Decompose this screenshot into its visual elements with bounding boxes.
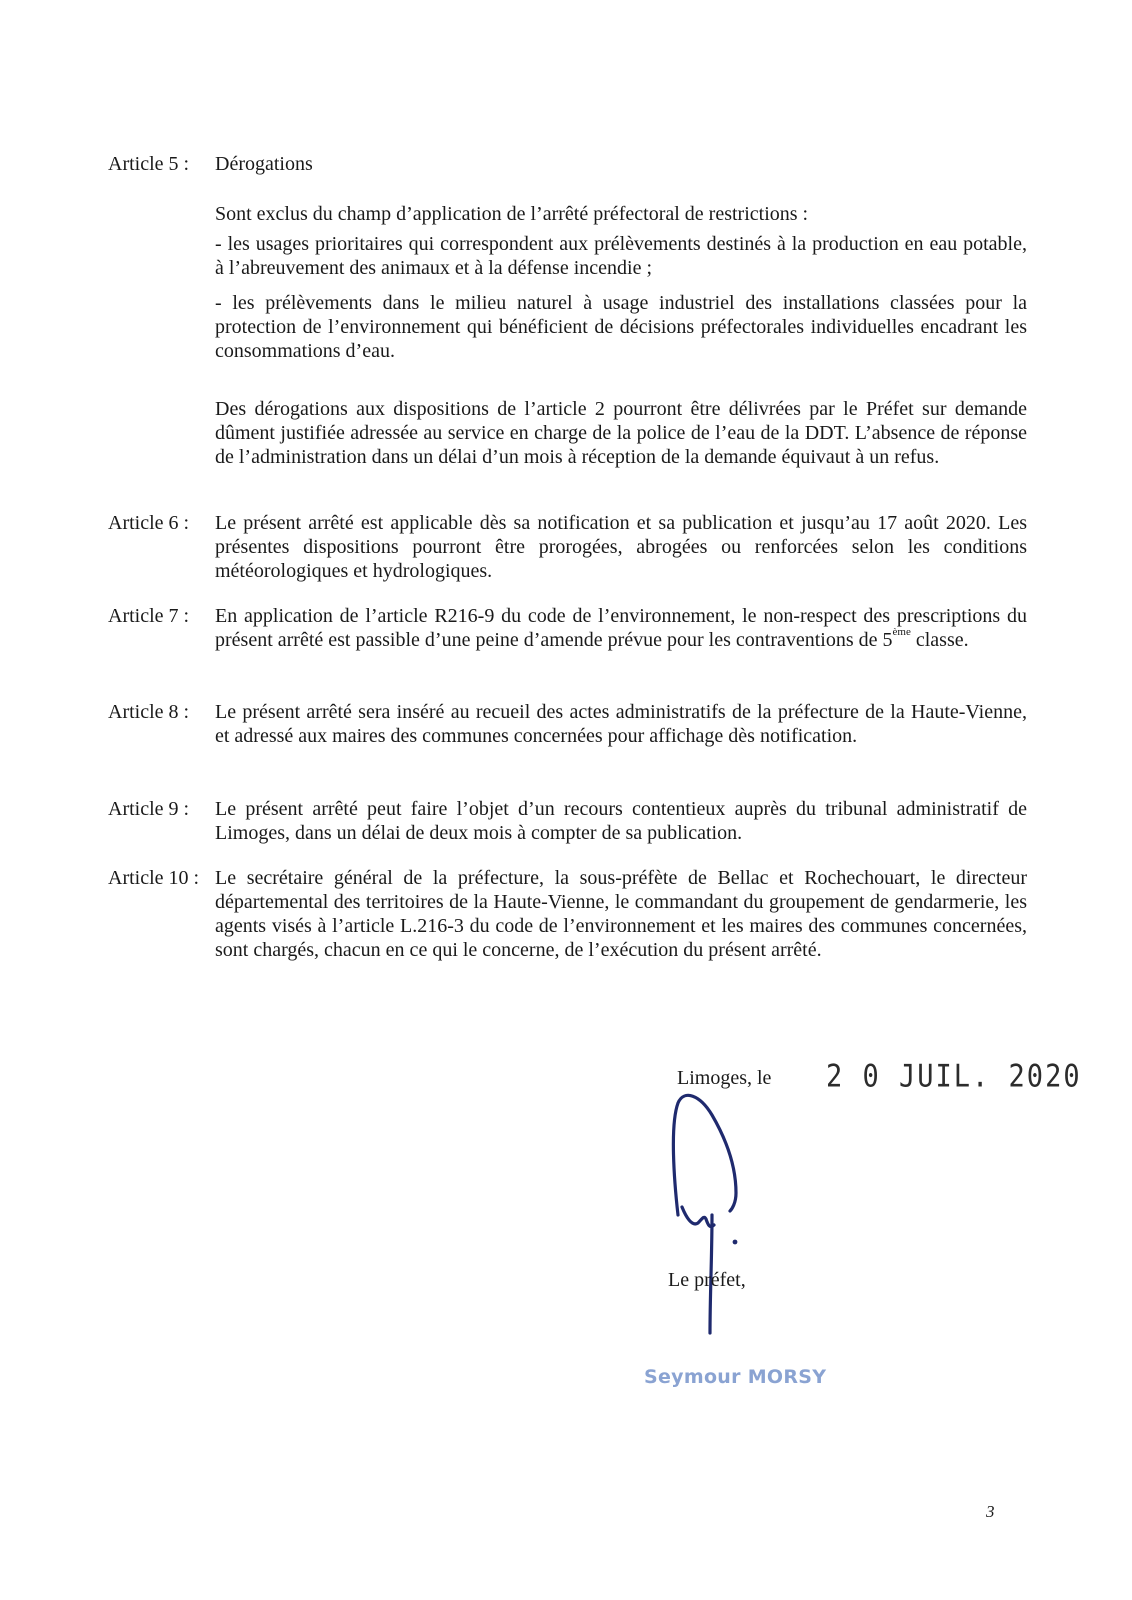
article-8-text: Le présent arrêté sera inséré au recueil des actes administratifs de la préfecture de la Haute-Vienne, et adressé aux maires des communes concernées pour affichage dès notification. bbox=[215, 701, 1027, 747]
article-7-text-end: classe. bbox=[910, 629, 969, 651]
date-stamp: 2 0 JUIL. 2020 bbox=[826, 1059, 1082, 1095]
article-5-label: Article 5 : bbox=[108, 153, 190, 175]
article-10-text: Le secrétaire général de la préfecture, la sous-préfète de Bellac et Rochechouart, le directeur départemental des territoires de la Haute-Vienne, le commandant du groupement de gendarmerie, les agents visés à l’article L.216-3 du code de l’environnement et les maires des communes concernées, sont chargés, chacun en ce qui le concerne, de l’exécution du présent arrêté. bbox=[215, 867, 1027, 961]
article-7-superscript: ème bbox=[892, 626, 911, 639]
article-10-label: Article 10 : bbox=[108, 867, 200, 889]
article-5-item-1: - les usages prioritaires qui correspondent aux prélèvements destinés à la production en eau potable, à l’abreuvement des animaux et à la défense incendie ; bbox=[215, 233, 1027, 279]
article-7-body bbox=[215, 604, 1027, 652]
page-number: 3 bbox=[986, 1502, 995, 1521]
article-5-closing: Des dérogations aux dispositions de l’article 2 pourront être délivrées par le Préfet sur demande dûment justifiée adressée au service en charge de la police de l’eau de la DDT. L’absence de réponse de l’administration dans un délai d’un mois à réception de la demande équivaut à un refus. bbox=[215, 398, 1027, 468]
article-9-label: Article 9 : bbox=[108, 798, 190, 820]
article-6-label: Article 6 : bbox=[108, 512, 190, 534]
article-10-body bbox=[215, 866, 1027, 962]
name-stamp: Seymour MORSY bbox=[644, 1366, 827, 1388]
article-5-body bbox=[215, 152, 1027, 469]
article-7-label: Article 7 : bbox=[108, 605, 190, 627]
article-8-label: Article 8 : bbox=[108, 701, 190, 723]
signature-stroke bbox=[673, 1095, 736, 1333]
handwritten-signature bbox=[660, 1085, 760, 1345]
article-5-title: Dérogations bbox=[215, 153, 313, 175]
article-6-text: Le présent arrêté est applicable dès sa notification et sa publication et jusqu’au 17 août 2020. Les présentes dispositions pourront être prorogées, abrogées ou renforcées selon les conditions météorologiques et hydrologiques. bbox=[215, 512, 1027, 582]
signature-dot bbox=[733, 1240, 738, 1245]
article-9-body bbox=[215, 797, 1027, 845]
signature-place: Limoges, le bbox=[677, 1067, 772, 1089]
prefect-title: Le préfet, bbox=[668, 1269, 746, 1291]
article-9-text: Le présent arrêté peut faire l’objet d’un recours contentieux auprès du tribunal administratif de Limoges, dans un délai de deux mois à compter de sa publication. bbox=[215, 798, 1027, 844]
article-7-text-main: En application de l’article R216-9 du code de l’environnement, le non-respect des prescriptions du présent arrêté est passible d’une peine d’amende prévue pour les contraventions de 5 bbox=[215, 605, 1027, 651]
article-7-text bbox=[215, 604, 1027, 652]
article-5-item-2: - les prélèvements dans le milieu naturel à usage industriel des installations classées pour la protection de l’environnement qui bénéficient de décisions préfectorales individuelles encadrant les consommations d’eau. bbox=[215, 292, 1027, 362]
article-6-body bbox=[215, 511, 1027, 583]
article-5-intro: Sont exclus du champ d’application de l’arrêté préfectoral de restrictions : bbox=[215, 203, 809, 225]
article-8-body bbox=[215, 700, 1027, 748]
